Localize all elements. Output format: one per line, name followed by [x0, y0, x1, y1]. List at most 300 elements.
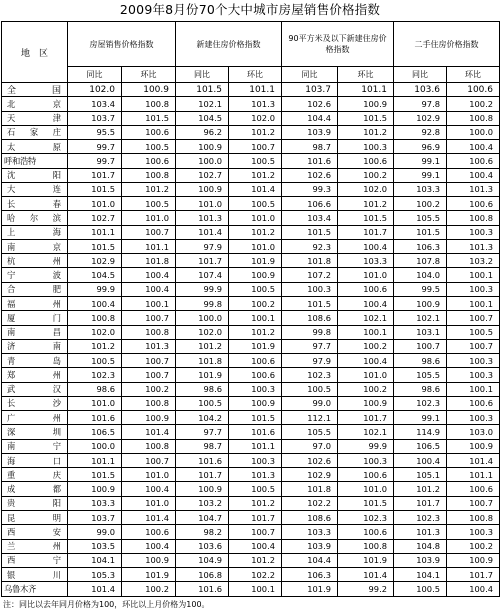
- value-cell: 100.4: [122, 482, 176, 496]
- value-cell: 97.7: [282, 339, 338, 353]
- value-cell: 100.7: [394, 339, 447, 353]
- region-name: 合肥: [2, 282, 68, 296]
- value-cell: 100.0: [176, 154, 229, 168]
- table-row: [2, 311, 500, 325]
- value-cell: 100.6: [447, 83, 500, 97]
- value-cell: 100.3: [447, 411, 500, 425]
- value-cell: 100.2: [338, 382, 394, 396]
- value-cell: 101.4: [338, 568, 394, 582]
- page-title: 2009年8月份70个大中城市房屋销售价格指数: [119, 2, 381, 17]
- table-row: [2, 325, 500, 339]
- region-name: 南昌: [2, 325, 68, 339]
- value-cell: 101.9: [229, 339, 282, 353]
- table-row: [2, 354, 500, 368]
- value-cell: 100.2: [122, 382, 176, 396]
- region-name: 北京: [2, 97, 68, 111]
- value-cell: 100.6: [229, 368, 282, 382]
- value-cell: 95.5: [68, 125, 122, 139]
- value-cell: 100.3: [447, 225, 500, 239]
- value-cell: 102.0: [229, 111, 282, 125]
- region-name: 全 国: [2, 83, 68, 97]
- value-cell: 96.9: [394, 140, 447, 154]
- region-name: 石家庄: [2, 125, 68, 139]
- value-cell: 99.8: [176, 296, 229, 310]
- value-cell: 100.9: [229, 268, 282, 282]
- value-cell: 101.5: [282, 296, 338, 310]
- value-cell: 102.6: [282, 453, 338, 467]
- value-cell: 100.3: [447, 368, 500, 382]
- value-cell: 100.7: [122, 453, 176, 467]
- value-cell: 101.5: [122, 111, 176, 125]
- value-cell: 101.7: [229, 510, 282, 524]
- value-cell: 108.6: [282, 311, 338, 325]
- value-cell: 100.4: [122, 539, 176, 553]
- value-cell: 101.1: [229, 439, 282, 453]
- value-cell: 97.8: [394, 97, 447, 111]
- table-row: [2, 382, 500, 396]
- value-cell: 101.0: [122, 496, 176, 510]
- region-name: 天津: [2, 111, 68, 125]
- value-cell: 101.2: [338, 125, 394, 139]
- table-row: [2, 525, 500, 539]
- value-cell: 92.3: [282, 239, 338, 253]
- value-cell: 105.3: [68, 568, 122, 582]
- value-cell: 101.1: [229, 83, 282, 97]
- value-cell: 100.9: [447, 439, 500, 453]
- table-row: [2, 296, 500, 310]
- table-row: [2, 125, 500, 139]
- table-row: [2, 140, 500, 154]
- value-cell: 98.6: [176, 382, 229, 396]
- value-cell: 103.5: [68, 539, 122, 553]
- value-cell: 102.3: [68, 368, 122, 382]
- value-cell: 106.3: [394, 239, 447, 253]
- value-cell: 100.3: [229, 382, 282, 396]
- table-row: [2, 111, 500, 125]
- value-cell: 100.1: [447, 268, 500, 282]
- value-cell: 101.1: [338, 83, 394, 97]
- value-cell: 100.8: [122, 97, 176, 111]
- value-cell: 100.5: [122, 140, 176, 154]
- value-cell: 98.7: [176, 439, 229, 453]
- value-cell: 107.2: [282, 268, 338, 282]
- value-cell: 100.6: [229, 354, 282, 368]
- value-cell: 101.6: [68, 411, 122, 425]
- value-cell: 100.4: [122, 268, 176, 282]
- region-name: 福州: [2, 296, 68, 310]
- value-cell: 103.7: [68, 111, 122, 125]
- value-cell: 100.6: [338, 468, 394, 482]
- value-cell: 100.8: [338, 539, 394, 553]
- value-cell: 100.5: [229, 482, 282, 496]
- region-name: 沈阳: [2, 168, 68, 182]
- value-cell: 99.8: [282, 325, 338, 339]
- value-cell: 102.0: [68, 83, 122, 97]
- value-cell: 100.9: [122, 553, 176, 567]
- value-cell: 106.5: [394, 439, 447, 453]
- value-cell: 97.9: [282, 354, 338, 368]
- table-row: [2, 425, 500, 439]
- value-cell: 102.7: [176, 168, 229, 182]
- value-cell: 100.2: [338, 168, 394, 182]
- value-cell: 101.5: [68, 182, 122, 196]
- value-cell: 102.9: [394, 111, 447, 125]
- table-row: [2, 582, 500, 597]
- value-cell: 101.9: [282, 582, 338, 597]
- value-cell: 100.2: [447, 539, 500, 553]
- value-cell: 101.0: [338, 368, 394, 382]
- value-cell: 100.5: [229, 282, 282, 296]
- value-cell: 101.0: [176, 197, 229, 211]
- price-index-table: [1, 21, 500, 597]
- value-cell: 100.1: [447, 382, 500, 396]
- value-cell: 100.9: [338, 97, 394, 111]
- value-cell: 99.5: [394, 282, 447, 296]
- value-cell: 100.5: [447, 325, 500, 339]
- value-cell: 101.3: [394, 525, 447, 539]
- value-cell: 103.4: [282, 211, 338, 225]
- table-row: [2, 368, 500, 382]
- value-cell: 100.7: [229, 140, 282, 154]
- value-cell: 101.4: [447, 453, 500, 467]
- value-cell: 102.9: [282, 468, 338, 482]
- value-cell: 98.6: [68, 382, 122, 396]
- table-row: [2, 553, 500, 567]
- value-cell: 100.1: [229, 311, 282, 325]
- value-cell: 101.5: [176, 83, 229, 97]
- value-cell: 96.2: [176, 125, 229, 139]
- value-cell: 103.1: [394, 325, 447, 339]
- value-cell: 100.8: [122, 396, 176, 410]
- value-cell: 102.7: [68, 211, 122, 225]
- region-name: 郑州: [2, 368, 68, 382]
- value-cell: 106.6: [282, 197, 338, 211]
- value-cell: 102.1: [338, 311, 394, 325]
- value-cell: 100.7: [229, 525, 282, 539]
- region-name: 长春: [2, 197, 68, 211]
- value-cell: 101.3: [229, 97, 282, 111]
- value-cell: 100.9: [447, 553, 500, 567]
- value-cell: 100.7: [122, 368, 176, 382]
- value-cell: 100.6: [122, 125, 176, 139]
- value-cell: 100.6: [447, 197, 500, 211]
- value-cell: 99.0: [68, 525, 122, 539]
- value-cell: 105.5: [282, 425, 338, 439]
- value-cell: 107.8: [394, 254, 447, 268]
- value-cell: 101.8: [176, 354, 229, 368]
- region-name: 呼和浩特: [2, 154, 68, 168]
- column-header-mom: 环比: [447, 67, 500, 83]
- value-cell: 100.3: [447, 354, 500, 368]
- value-cell: 101.0: [229, 239, 282, 253]
- value-cell: 101.2: [68, 339, 122, 353]
- column-header-mom: 环比: [229, 67, 282, 83]
- value-cell: 102.1: [176, 97, 229, 111]
- value-cell: 101.9: [176, 368, 229, 382]
- value-cell: 102.3: [282, 368, 338, 382]
- value-cell: 100.1: [229, 582, 282, 597]
- value-cell: 100.6: [338, 525, 394, 539]
- value-cell: 101.2: [229, 496, 282, 510]
- value-cell: 100.3: [338, 453, 394, 467]
- value-cell: 101.8: [122, 254, 176, 268]
- value-cell: 101.6: [282, 154, 338, 168]
- value-cell: 100.1: [338, 325, 394, 339]
- value-cell: 100.4: [447, 140, 500, 154]
- value-cell: 99.7: [68, 154, 122, 168]
- value-cell: 102.3: [338, 510, 394, 524]
- value-cell: 99.0: [282, 396, 338, 410]
- table-row: [2, 453, 500, 467]
- value-cell: 100.9: [229, 396, 282, 410]
- value-cell: 100.0: [447, 125, 500, 139]
- value-cell: 100.5: [68, 354, 122, 368]
- value-cell: 101.4: [122, 425, 176, 439]
- region-name: 厦门: [2, 311, 68, 325]
- value-cell: 100.5: [282, 382, 338, 396]
- value-cell: 100.5: [176, 396, 229, 410]
- region-name: 重庆: [2, 468, 68, 482]
- value-cell: 100.1: [122, 296, 176, 310]
- value-cell: 103.6: [394, 83, 447, 97]
- value-cell: 101.5: [338, 211, 394, 225]
- value-cell: 100.5: [229, 197, 282, 211]
- value-cell: 101.2: [176, 339, 229, 353]
- value-cell: 101.0: [338, 482, 394, 496]
- value-cell: 100.9: [338, 396, 394, 410]
- value-cell: 101.6: [176, 453, 229, 467]
- table-row: [2, 339, 500, 353]
- value-cell: 92.8: [394, 125, 447, 139]
- value-cell: 100.6: [447, 482, 500, 496]
- value-cell: 100.9: [122, 411, 176, 425]
- value-cell: 101.7: [338, 225, 394, 239]
- value-cell: 101.7: [68, 168, 122, 182]
- value-cell: 100.8: [122, 325, 176, 339]
- value-cell: 101.2: [229, 325, 282, 339]
- table-row: [2, 568, 500, 582]
- value-cell: 103.7: [68, 510, 122, 524]
- region-name: 成都: [2, 482, 68, 496]
- value-cell: 102.0: [338, 182, 394, 196]
- region-name: 武汉: [2, 382, 68, 396]
- value-cell: 100.4: [338, 296, 394, 310]
- value-cell: 100.4: [394, 453, 447, 467]
- value-cell: 100.3: [282, 282, 338, 296]
- column-header-mom: 环比: [122, 67, 176, 83]
- table-row: [2, 468, 500, 482]
- value-cell: 104.4: [282, 111, 338, 125]
- value-cell: 106.5: [68, 425, 122, 439]
- value-cell: 101.7: [176, 468, 229, 482]
- value-cell: 103.4: [68, 97, 122, 111]
- value-cell: 100.7: [447, 339, 500, 353]
- value-cell: 99.1: [394, 154, 447, 168]
- region-name: 宁波: [2, 268, 68, 282]
- value-cell: 100.7: [122, 311, 176, 325]
- value-cell: 101.4: [229, 182, 282, 196]
- region-name: 乌鲁木齐: [2, 582, 68, 597]
- value-cell: 98.6: [394, 354, 447, 368]
- value-cell: 101.7: [447, 568, 500, 582]
- value-cell: 100.6: [122, 154, 176, 168]
- region-name: 哈尔滨: [2, 211, 68, 225]
- value-cell: 100.8: [447, 510, 500, 524]
- value-cell: 100.7: [447, 496, 500, 510]
- column-header-yoy: 同比: [282, 67, 338, 83]
- value-cell: 101.5: [68, 239, 122, 253]
- region-name: 杭州: [2, 254, 68, 268]
- value-cell: 101.0: [68, 396, 122, 410]
- value-cell: 100.8: [122, 439, 176, 453]
- footnote: 注：同比以去年同月价格为100，环比以上月价格为100。: [3, 600, 210, 609]
- value-cell: 100.0: [68, 439, 122, 453]
- value-cell: 103.2: [447, 254, 500, 268]
- value-cell: 99.1: [394, 168, 447, 182]
- value-cell: 102.3: [394, 396, 447, 410]
- table-row: [2, 182, 500, 196]
- value-cell: 105.1: [394, 468, 447, 482]
- region-name: 青岛: [2, 354, 68, 368]
- value-cell: 100.6: [447, 396, 500, 410]
- column-header-region: 地 区: [2, 22, 68, 83]
- table-row: [2, 496, 500, 510]
- value-cell: 100.4: [447, 168, 500, 182]
- value-cell: 101.0: [229, 211, 282, 225]
- column-header-yoy: 同比: [68, 67, 122, 83]
- value-cell: 101.4: [122, 510, 176, 524]
- value-cell: 102.6: [282, 168, 338, 182]
- value-cell: 102.0: [176, 325, 229, 339]
- value-cell: 97.7: [176, 425, 229, 439]
- column-header-yoy: 同比: [176, 67, 229, 83]
- table-row-national: [2, 83, 500, 97]
- value-cell: 101.8: [282, 254, 338, 268]
- value-cell: 100.7: [447, 311, 500, 325]
- value-cell: 101.9: [229, 254, 282, 268]
- table-row: [2, 239, 500, 253]
- value-cell: 100.9: [122, 83, 176, 97]
- value-cell: 103.3: [68, 496, 122, 510]
- table-row: [2, 439, 500, 453]
- table-row: [2, 254, 500, 268]
- value-cell: 106.8: [176, 568, 229, 582]
- value-cell: 100.7: [122, 354, 176, 368]
- value-cell: 103.3: [394, 182, 447, 196]
- value-cell: 100.7: [122, 225, 176, 239]
- table-row: [2, 225, 500, 239]
- table-row: [2, 396, 500, 410]
- column-header-yoy: 同比: [394, 67, 447, 83]
- value-cell: 101.5: [394, 225, 447, 239]
- value-cell: 101.0: [122, 468, 176, 482]
- value-cell: 101.5: [282, 225, 338, 239]
- value-cell: 100.4: [447, 582, 500, 597]
- value-cell: 100.9: [176, 182, 229, 196]
- value-cell: 101.3: [447, 239, 500, 253]
- value-cell: 98.7: [282, 140, 338, 154]
- value-cell: 103.7: [282, 83, 338, 97]
- value-cell: 98.6: [394, 382, 447, 396]
- value-cell: 100.2: [447, 97, 500, 111]
- region-name: 广州: [2, 411, 68, 425]
- value-cell: 103.6: [176, 539, 229, 553]
- value-cell: 100.3: [447, 282, 500, 296]
- region-name: 长沙: [2, 396, 68, 410]
- region-name: 南宁: [2, 439, 68, 453]
- value-cell: 99.9: [338, 439, 394, 453]
- region-name: 深圳: [2, 425, 68, 439]
- value-cell: 102.1: [338, 425, 394, 439]
- table-row: [2, 411, 500, 425]
- value-cell: 100.8: [447, 111, 500, 125]
- value-cell: 100.5: [394, 582, 447, 597]
- value-cell: 100.3: [338, 140, 394, 154]
- value-cell: 102.6: [282, 97, 338, 111]
- value-cell: 101.8: [282, 482, 338, 496]
- region-name: 西安: [2, 525, 68, 539]
- value-cell: 101.2: [122, 182, 176, 196]
- value-cell: 104.8: [394, 539, 447, 553]
- value-cell: 103.3: [282, 525, 338, 539]
- value-cell: 104.1: [68, 553, 122, 567]
- value-cell: 100.2: [338, 339, 394, 353]
- table-row: [2, 282, 500, 296]
- value-cell: 100.8: [447, 211, 500, 225]
- value-cell: 100.9: [394, 296, 447, 310]
- value-cell: 104.5: [176, 111, 229, 125]
- value-cell: 112.1: [282, 411, 338, 425]
- value-cell: 101.1: [447, 468, 500, 482]
- value-cell: 103.9: [282, 125, 338, 139]
- value-cell: 101.3: [447, 182, 500, 196]
- region-name: 济南: [2, 339, 68, 353]
- value-cell: 103.9: [282, 539, 338, 553]
- value-cell: 99.2: [338, 582, 394, 597]
- region-name: 大连: [2, 182, 68, 196]
- value-cell: 100.9: [68, 482, 122, 496]
- region-name: 银川: [2, 568, 68, 582]
- table-row: [2, 154, 500, 168]
- value-cell: 101.7: [176, 254, 229, 268]
- value-cell: 100.6: [122, 525, 176, 539]
- column-group-small-new-housing-index: 90平方米及以下新建住房价格指数: [282, 22, 394, 67]
- table-row: [2, 97, 500, 111]
- value-cell: 101.0: [338, 268, 394, 282]
- value-cell: 101.3: [176, 211, 229, 225]
- value-cell: 99.7: [68, 140, 122, 154]
- value-cell: 101.2: [229, 553, 282, 567]
- region-name: 上海: [2, 225, 68, 239]
- region-name: 贵阳: [2, 496, 68, 510]
- region-name: 昆明: [2, 510, 68, 524]
- value-cell: 100.0: [176, 311, 229, 325]
- value-cell: 103.0: [447, 425, 500, 439]
- value-cell: 103.9: [394, 553, 447, 567]
- value-cell: 101.1: [122, 239, 176, 253]
- value-cell: 100.2: [394, 197, 447, 211]
- column-group-sales-price-index: 房屋销售价格指数: [68, 22, 176, 67]
- value-cell: 100.3: [229, 453, 282, 467]
- value-cell: 103.3: [338, 254, 394, 268]
- value-cell: 104.2: [176, 411, 229, 425]
- region-name: 兰州: [2, 539, 68, 553]
- value-cell: 99.1: [394, 411, 447, 425]
- region-name: 太原: [2, 140, 68, 154]
- value-cell: 105.5: [394, 368, 447, 382]
- value-cell: 99.9: [68, 282, 122, 296]
- value-cell: 100.4: [338, 239, 394, 253]
